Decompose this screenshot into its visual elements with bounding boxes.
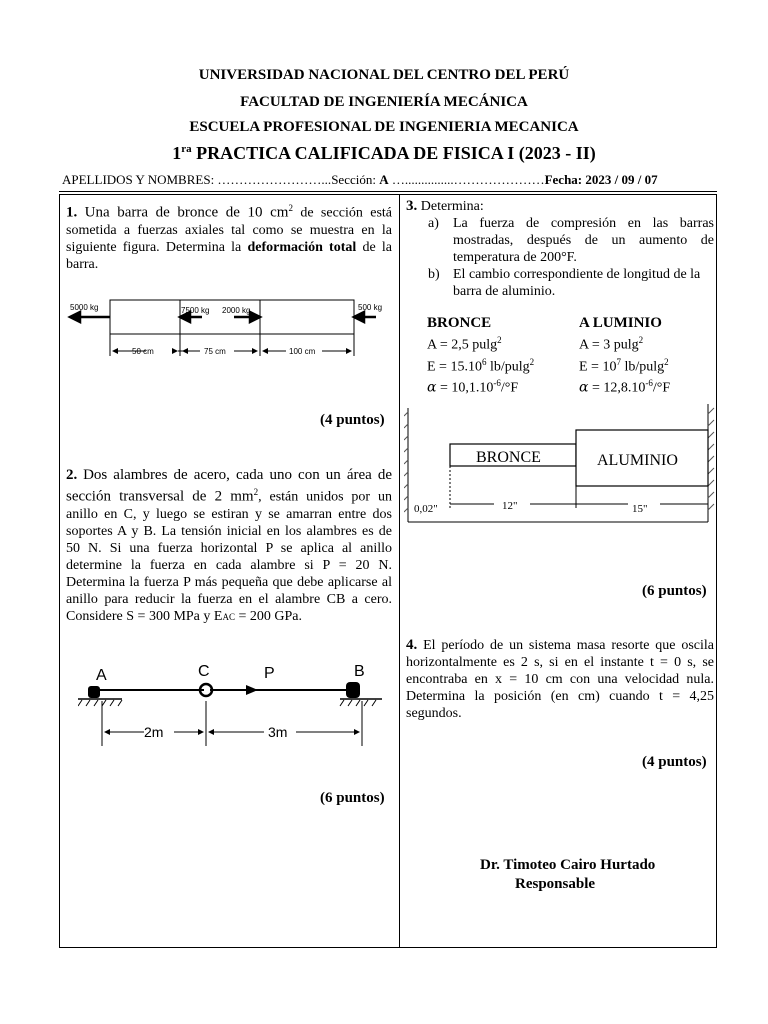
names-label: APELLIDOS Y NOMBRES <box>62 172 211 187</box>
bronce-properties: BRONCE A = 2,5 pulg$^2$ $E = 15.10^6$ lb/pulg$^2$ $\alpha = 10,1.10^{-6}/^\circ F$ <box>427 315 535 396</box>
gap-label: 0,02" <box>414 503 438 515</box>
aluminio-title: A LUMINIO <box>579 315 662 331</box>
student-meta-line: APELLIDOS Y NOMBRES: ……………………...Sección: A …...............…………………Fecha: 2023 / 09 / 07 <box>62 172 658 187</box>
force-arrow-5000 <box>70 312 80 322</box>
bar-segment-3 <box>260 300 354 334</box>
question-4-number: 4. <box>406 637 418 653</box>
force-label-4: 500 kg <box>358 303 383 312</box>
question-3-number: 3. <box>406 198 418 214</box>
section-label: Sección: <box>331 172 380 187</box>
exam-title: $1^{ra}$ PRACTICA CALIFICADA DE FISICA I (2023 - II) <box>172 143 596 163</box>
question-4: 4. El período de un sistema masa resorte que oscila horizontalmente es 2 s, si en el instante t = 0 s, se encontraba en x = 10 cm con una velocidad nula. Determina la posición (en cm) cuando t = 4,25 segundos. <box>406 637 715 721</box>
label-p: P <box>264 665 275 682</box>
force-label-1: 5000 kg <box>70 303 99 312</box>
length-label-2: 75 cm <box>204 347 226 356</box>
bronce-title: BRONCE <box>427 315 492 331</box>
question-2: 2. Dos alambres de acero, cada uno con un área de sección transversal de 2 $mm^2$, están unidos por un anillo en C, y luego se estiran y se amarran entre dos soportes A y B. La tensión inicial en los alambres es de 50 N. Si una fuerza horizontal P se aplica al anillo determine la fuerza en cada alambre si P = 20 N. Determina la fuerza P más pequeña que debe aplicarse al anillo para reducir la fuerza en el alambre CB a cero. Considere S = 300 MPa y EAC = 200 GPa. <box>66 467 392 624</box>
q3-points: (6 puntos) <box>642 583 707 599</box>
length-label-3: 100 cm <box>289 347 316 356</box>
q1-points: (4 puntos) <box>320 412 385 428</box>
thermal-bars-figure <box>404 400 716 530</box>
bronce-bar-label: BRONCE <box>476 449 541 466</box>
support-b <box>346 682 360 698</box>
wire-ring-figure <box>78 660 384 746</box>
label-a: A <box>96 667 107 684</box>
item-a-text: La fuerza de compresión en las barras mostradas, después de un aumento de temperatura de 200°F. <box>453 216 714 265</box>
professor-role: Responsable <box>515 876 596 892</box>
school-title: ESCUELA PROFESIONAL DE INGENIERIA MECANICA <box>189 119 579 135</box>
force-arrow-500 <box>354 312 364 322</box>
label-c: C <box>198 663 210 680</box>
aluminio-properties: A LUMINIO A = 3 pulg$^2$ $E = 10^7$ lb/pulg$^2$ $\alpha = 12,8.10^{-6}/^\circ F$ <box>579 315 671 396</box>
faculty-title: FACULTAD DE INGENIERÍA MECÁNICA <box>240 94 528 110</box>
exam-date: Fecha: 2023 / 09 / 07 <box>544 172 658 187</box>
question-3-intro: 3. Determina: <box>406 198 484 214</box>
question-2-number: 2. <box>66 467 78 483</box>
question-1: 1. Una barra de bronce de 10 $cm^2$ de sección está sometida a fuerzas axiales tal como se muestra en la siguiente figura. Determina la deformación total de la barra. <box>66 203 393 272</box>
item-b-text: El cambio correspondiente de longitud de la barra de aluminio. <box>453 267 701 299</box>
section-value: A <box>379 172 389 187</box>
professor-name: Dr. Timoteo Cairo Hurtado <box>480 857 656 873</box>
bronce-length-label: 12" <box>502 500 518 512</box>
university-title: UNIVERSIDAD NACIONAL DEL CENTRO DEL PERÚ <box>198 67 570 83</box>
aluminio-length-label: 15" <box>632 503 648 515</box>
item-b-label: b) <box>428 267 440 282</box>
force-label-2: 7500 kg <box>181 306 210 315</box>
aluminio-bar-label: ALUMINIO <box>597 452 678 469</box>
bar-force-figure <box>64 294 394 366</box>
q4-points: (4 puntos) <box>642 754 707 770</box>
q2-points: (6 puntos) <box>320 790 385 806</box>
force-label-3: 2000 kg <box>222 306 251 315</box>
question-1-number: 1. <box>66 204 78 221</box>
item-a-label: a) <box>428 216 439 231</box>
bar-segment-1 <box>110 300 180 334</box>
length-2m: 2m <box>144 724 164 740</box>
length-3m: 3m <box>268 724 288 740</box>
top-rule <box>59 191 717 192</box>
support-a <box>88 686 100 698</box>
label-b: B <box>354 663 365 680</box>
force-p-arrow <box>246 685 258 695</box>
force-arrow-2000 <box>250 312 260 322</box>
column-divider <box>399 194 400 948</box>
length-label-1: 50 cm <box>132 347 154 356</box>
